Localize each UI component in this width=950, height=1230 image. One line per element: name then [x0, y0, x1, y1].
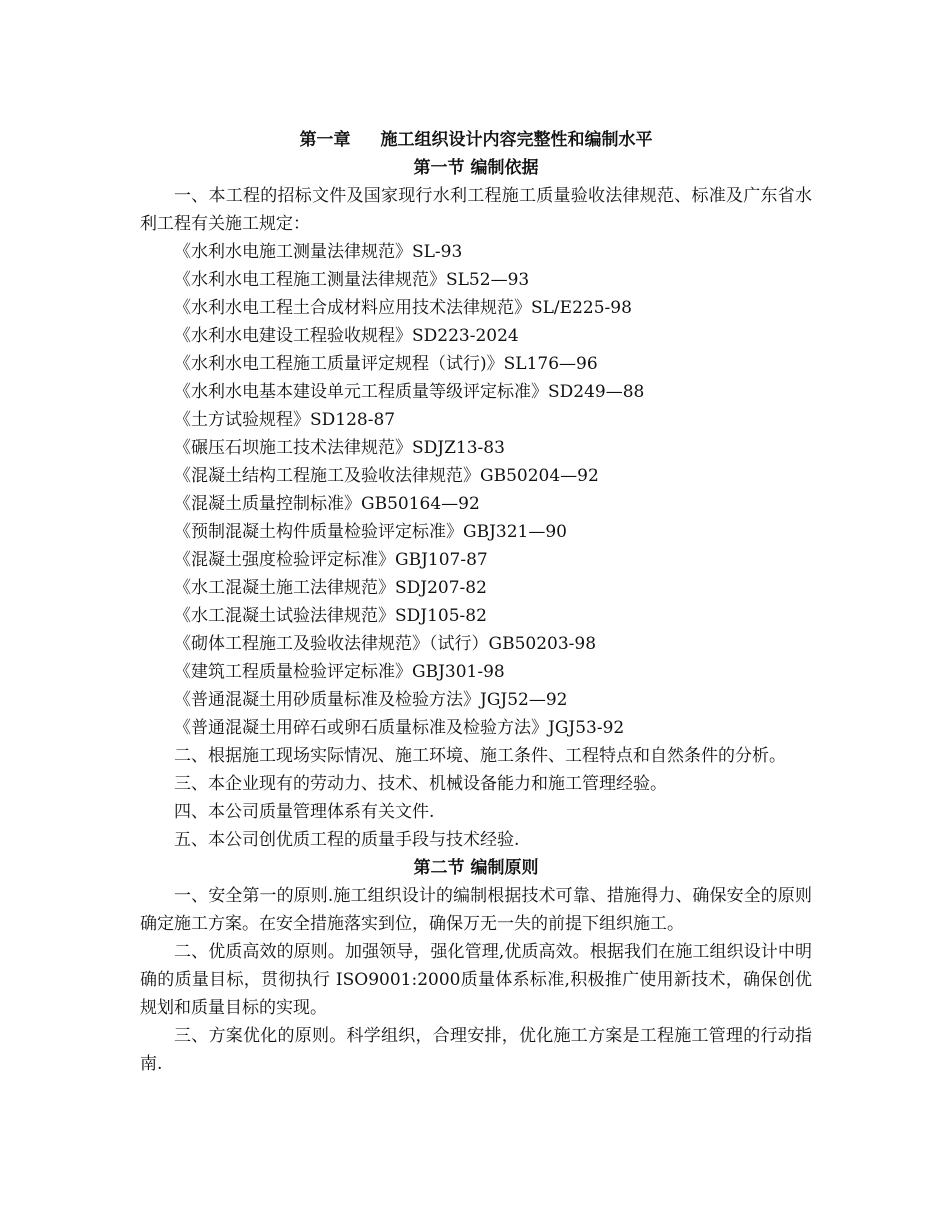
chapter-title: 施工组织设计内容完整性和编制水平 [380, 130, 653, 150]
section2-paragraph: 一、安全第一的原则.施工组织设计的编制根据技术可靠、措施得力、确保安全的原则确定施工方案。在安全措施落实到位，确保万无一失的前提下组织施工。 [140, 886, 812, 934]
standard-item: 《混凝土强度检验评定标准》GBJ107-87 [174, 550, 488, 570]
standard-item: 《砌体工程施工及验收法律规范》（试行）GB50203-98 [174, 634, 597, 654]
standard-item: 《水工混凝土试验法律规范》SDJ105-82 [174, 606, 487, 626]
section2-heading: 第二节 编制原则 [413, 858, 539, 878]
standard-item: 《水利水电工程施工质量评定规程（试行)》SL176—96 [174, 354, 598, 374]
standards-list [140, 238, 812, 742]
standard-item: 《水利水电建设工程验收规程》SD223-2024 [174, 326, 519, 346]
chapter-number: 第一章 [299, 130, 351, 150]
section1-intro: 一、本工程的招标文件及国家现行水利工程施工质量验收法律规范、标准及广东省水利工程有关施工规定： [140, 186, 812, 234]
standard-item: 《普通混凝土用碎石或卵石质量标准及检验方法》JGJ53-92 [174, 718, 625, 738]
standard-item: 《预制混凝土构件质量检验评定标准》GBJ321—90 [174, 522, 567, 542]
standard-item: 《土方试验规程》SD128-87 [174, 410, 396, 430]
section2-paragraph: 三、方案优化的原则。科学组织，合理安排，优化施工方案是工程施工管理的行动指南. [140, 1026, 812, 1074]
section1-item: 五、本公司创优质工程的质量手段与技术经验. [174, 830, 520, 850]
standard-item: 《水利水电工程土合成材料应用技术法律规范》SL/E225-98 [174, 298, 632, 318]
standard-item: 《水工混凝土施工法律规范》SDJ207-82 [174, 578, 487, 598]
section1-item: 二、根据施工现场实际情况、施工环境、施工条件、工程特点和自然条件的分析。 [174, 746, 786, 766]
standard-item: 《建筑工程质量检验评定标准》GBJ301-98 [174, 662, 505, 682]
standard-item: 《水利水电施工测量法律规范》SL-93 [174, 242, 463, 262]
standard-item: 《混凝土质量控制标准》GB50164—92 [174, 494, 480, 514]
standard-item: 《混凝土结构工程施工及验收法律规范》GB50204—92 [174, 466, 599, 486]
standard-item: 《普通混凝土用砂质量标准及检验方法》JGJ52—92 [174, 690, 568, 710]
section1-item: 三、本企业现有的劳动力、技术、机械设备能力和施工管理经验。 [174, 774, 667, 794]
standard-item: 《水利水电工程施工测量法律规范》SL52—93 [174, 270, 530, 290]
chapter-heading [140, 126, 812, 154]
standard-item: 《碾压石坝施工技术法律规范》SDJZ13-83 [174, 438, 505, 458]
document-page [140, 126, 812, 1078]
standard-item: 《水利水电基本建设单元工程质量等级评定标准》SD249—88 [174, 382, 645, 402]
section2-paragraph: 二、优质高效的原则。加强领导，强化管理,优质高效。根据我们在施工组织设计中明确的质量目标，贯彻执行 ISO9001:2000质量体系标准,积极推广使用新技术，确保创优规划和质量目标的实现。 [140, 942, 812, 1018]
section1-item: 四、本公司质量管理体系有关文件. [174, 802, 435, 822]
section1-heading: 第一节 编制依据 [413, 158, 539, 178]
